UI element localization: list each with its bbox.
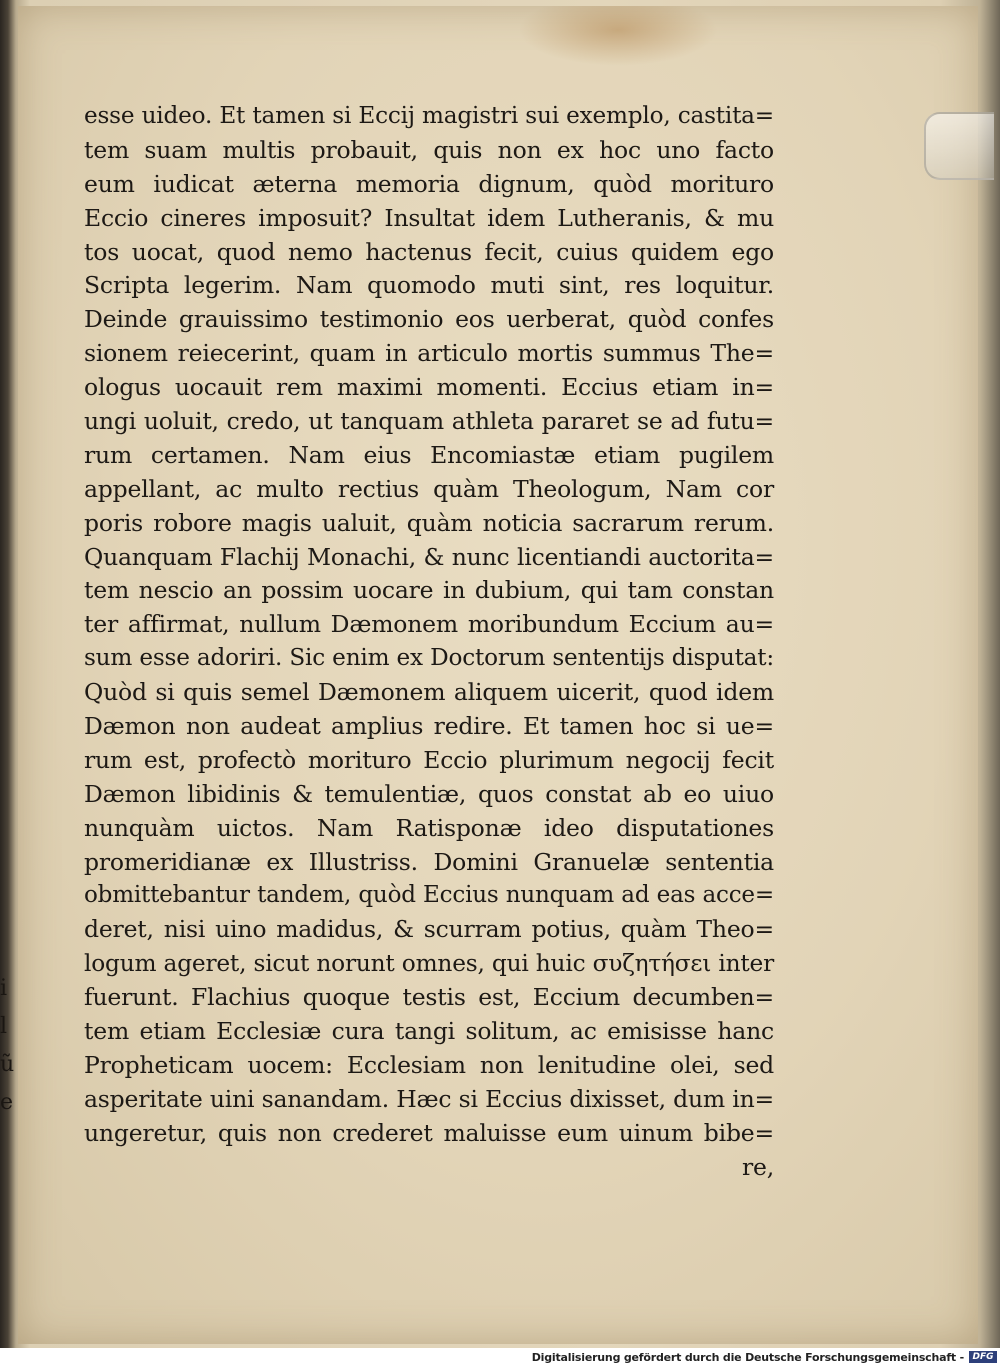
funding-credit: Digitalisierung gefördert durch die Deutsche Forschungsgemeinschaft - [531, 1351, 964, 1364]
text-line: Quanquam Flachij Monachi, & nunc licentiandi auctorita= [84, 542, 774, 571]
dfg-logo: DFG [969, 1351, 997, 1363]
text-line: obmittebantur tandem, quòd Eccius nunquam ad eas acce= [84, 882, 774, 909]
text-line: Eccio cineres imposuit? Insultat idem Lutheranis, & mu [84, 203, 774, 232]
text-line: re, [741, 1152, 774, 1181]
text-line: Deinde grauissimo testimonio eos uerberat, quòd confes [84, 305, 774, 334]
text-line: appellant, ac multo rectius quàm Theologum, Nam cor [84, 474, 774, 503]
text-line: ter affirmat, nullum Dæmonem moribundum Eccium au= [84, 610, 774, 639]
page-clip [924, 112, 994, 180]
text-line: Quòd si quis semel Dæmonem aliquem uicerit, quod idem [84, 678, 774, 707]
text-line: nunquàm uictos. Nam Ratisponæ ideo disputationes [84, 813, 774, 842]
text-line: sionem reiecerint, quam in articulo mortis summus The= [84, 339, 774, 368]
text-line: rum est, profectò morituro Eccio plurimum negocij fecit [84, 745, 774, 774]
text-line: Dæmon non audeat amplius redire. Et tamen hoc si ue= [84, 712, 774, 741]
text-line: logum ageret, sicut norunt omnes, qui huic συζητήσει inter [84, 950, 774, 978]
text-line: ungi uoluit, credo, ut tanquam athleta pararet se ad futu= [84, 407, 774, 436]
text-line: eum iudicat æterna memoria dignum, quòd morituro [84, 169, 774, 198]
text-line: esse uideo. Et tamen si Eccij magistri sui exemplo, castita= [84, 103, 774, 129]
water-stain [518, 6, 718, 66]
text-line: Propheticam uocem: Ecclesiam non lenitudine olei, sed [84, 1050, 774, 1079]
text-line: deret, nisi uino madidus, & scurram potius, quàm Theo= [84, 915, 774, 944]
text-line: rum certamen. Nam eius Encomiastæ etiam pugilem [84, 440, 774, 469]
text-line: ungeretur, quis non crederet maluisse eum uinum bibe= [84, 1118, 774, 1147]
text-line: sum esse adoriri. Sic enim ex Doctorum sententijs disputat: [84, 645, 774, 672]
margin-fragment: ũ [0, 1052, 15, 1077]
text-line: poris robore magis ualuit, quàm noticia sacrarum rerum. [84, 508, 774, 537]
text-line: Scripta legerim. Nam quomodo muti sint, res loquitur. [84, 271, 774, 300]
text-line: tem etiam Ecclesiæ cura tangi solitum, ac emisisse hanc [84, 1017, 774, 1046]
margin-fragment: e [0, 1090, 14, 1115]
text-line: ologus uocauit rem maximi momenti. Eccius etiam in= [84, 373, 774, 402]
body-text [84, 100, 774, 1185]
text-line: tem nescio an possim uocare in dubium, qui tam constan [84, 576, 774, 605]
text-line: promeridianæ ex Illustriss. Domini Granuelæ sententia [84, 847, 774, 876]
margin-fragment: l [0, 1014, 8, 1039]
margin-fragment: i [0, 976, 8, 1001]
text-line: asperitate uini sanandam. Hæc si Eccius dixisset, dum in= [84, 1084, 774, 1113]
footer-bar [0, 1348, 1000, 1367]
facing-page-edge [0, 970, 14, 1122]
text-line: tem suam multis probauit, quis non ex hoc uno facto [84, 135, 774, 164]
text-line: fuerunt. Flachius quoque testis est, Eccium decumben= [84, 983, 774, 1012]
text-line: Dæmon libidinis & temulentiæ, quos constat ab eo uiuo [84, 779, 774, 808]
text-line: tos uocat, quod nemo hactenus fecit, cuius quidem ego [84, 237, 774, 266]
